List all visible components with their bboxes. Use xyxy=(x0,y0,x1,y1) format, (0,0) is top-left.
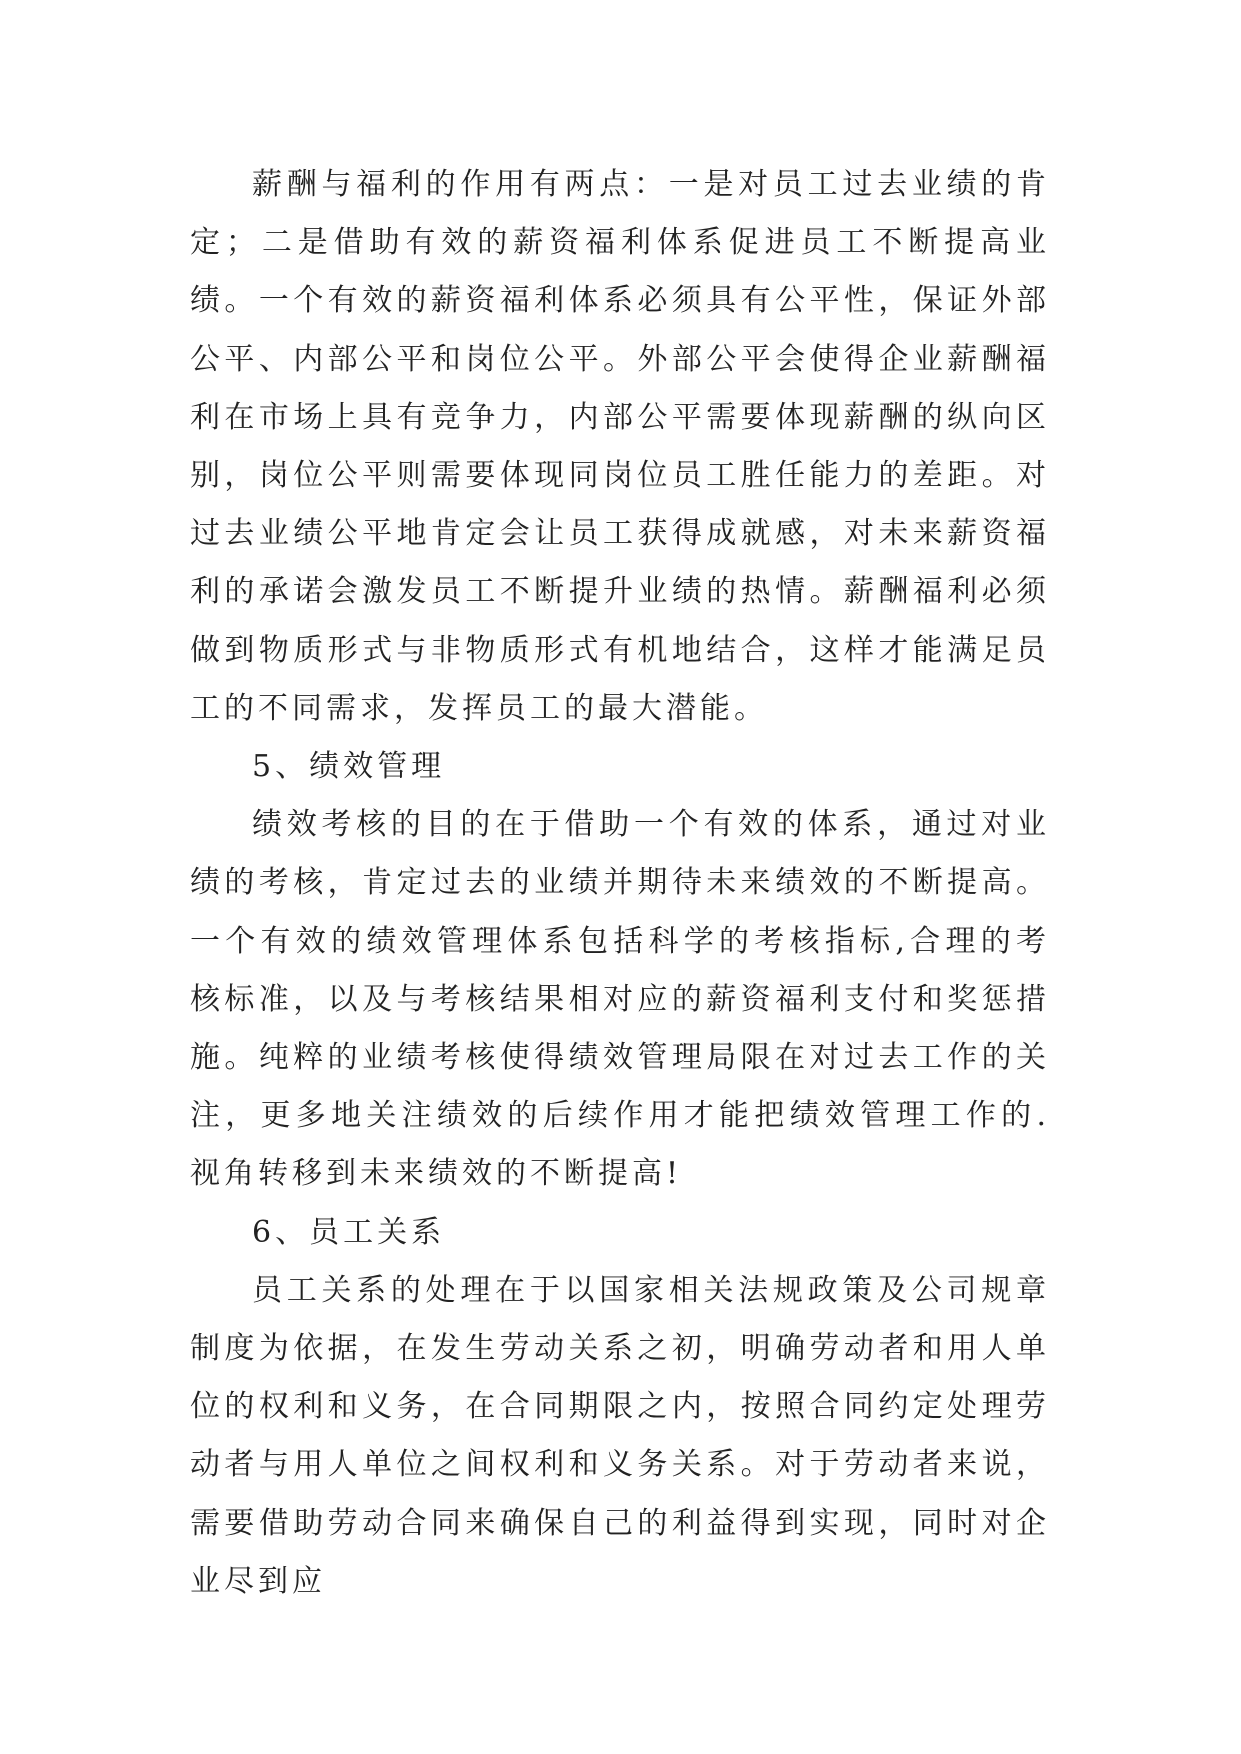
paragraph-compensation-benefits: 薪酬与福利的作用有两点：一是对员工过去业绩的肯定；二是借助有效的薪资福利体系促进员工不断提高业绩。一个有效的薪资福利体系必须具有公平性，保证外部公平、内部公平和岗位公平。外部公平会使得企业薪酬福利在市场上具有竞争力，内部公平需要体现薪酬的纵向区别，岗位公平则需要体现同岗位员工胜任能力的差距。对过去业绩公平地肯定会让员工获得成就感，对未来薪资福利的承诺会激发员工不断提升业绩的热情。薪酬福利必须做到物质形式与非物质形式有机地结合，这样才能满足员工的不同需求，发挥员工的最大潜能。 xyxy=(190,167,1050,726)
section-heading-performance-management: 5、绩效管理 xyxy=(252,749,446,785)
section-heading-employee-relations: 6、员工关系 xyxy=(252,1214,446,1250)
document-body xyxy=(190,156,1050,1611)
paragraph-performance-management: 绩效考核的目的在于借助一个有效的体系，通过对业绩的考核，肯定过去的业绩并期待未来绩效的不断提高。一个有效的绩效管理体系包括科学的考核指标,合理的考核标准，以及与考核结果相对应的薪资福利支付和奖惩措施。纯粹的业绩考核使得绩效管理局限在对过去工作的关注，更多地关注绩效的后续作用才能把绩效管理工作的.视角转移到未来绩效的不断提高! xyxy=(190,807,1050,1192)
paragraph-employee-relations: 员工关系的处理在于以国家相关法规政策及公司规章制度为依据，在发生劳动关系之初，明确劳动者和用人单位的权利和义务，在合同期限之内，按照合同约定处理劳动者与用人单位之间权利和义务关系。对于劳动者来说，需要借助劳动合同来确保自己的利益得到实现，同时对企业尽到应 xyxy=(190,1272,1050,1599)
